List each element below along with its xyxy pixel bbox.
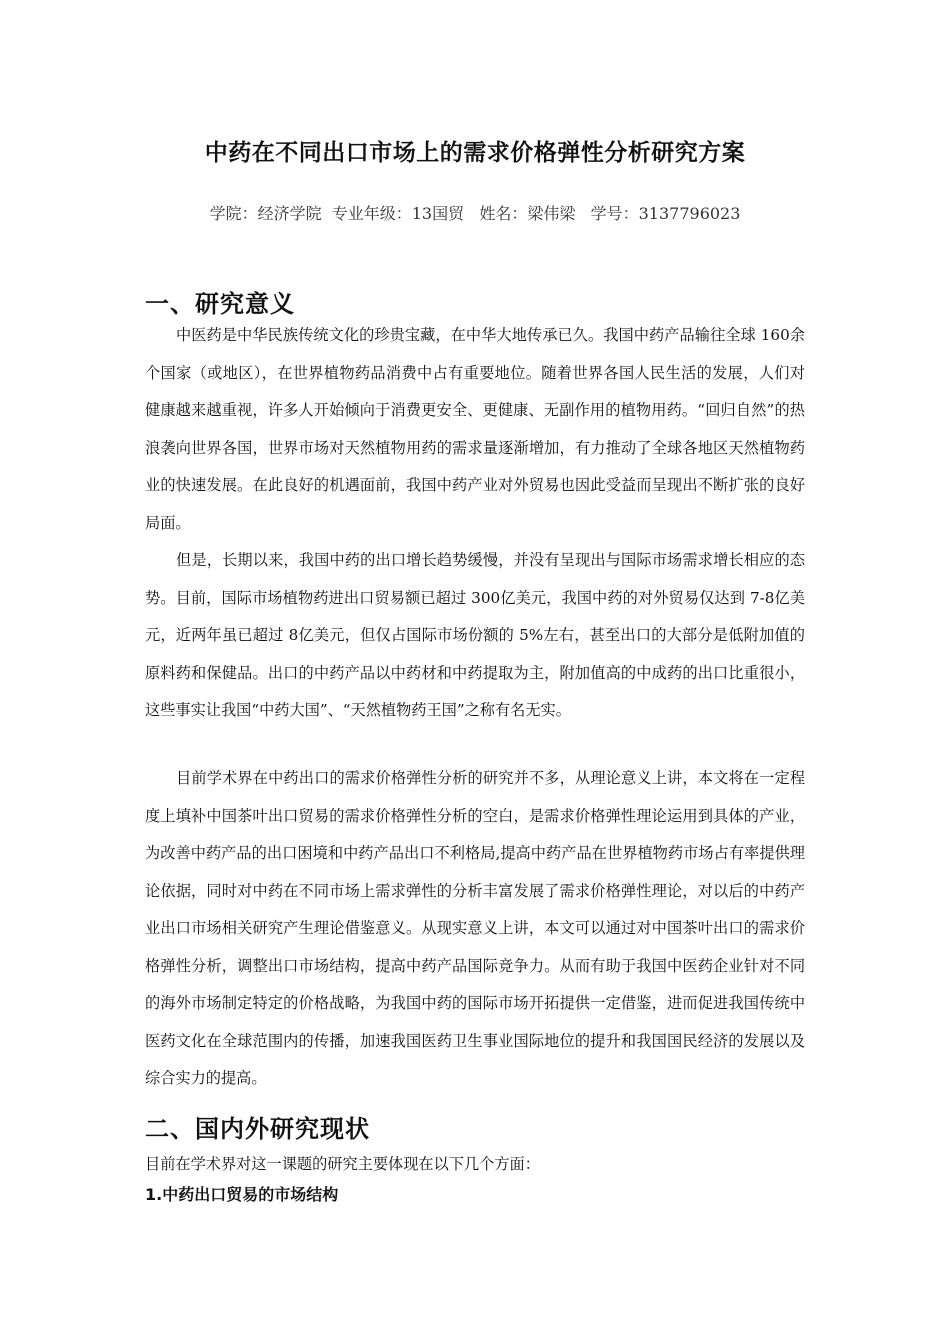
section-heading-research-status: 二、国内外研究现状 [145,1115,370,1143]
document-title: 中药在不同出口市场上的需求价格弹性分析研究方案 [204,140,746,166]
section-intro-text: 目前在学术界对这一课题的研究主要体现在以下几个方面： [145,1155,540,1173]
author-info-line: 学院：经济学院 专业年级：13国贸 姓名：梁伟梁 学号：3137796023 [209,204,741,223]
paragraph: 目前学术界在中药出口的需求价格弹性分析的研究并不多，从理论意义上讲，本文将在一定程度上填补中国茶叶出口贸易的需求价格弹性分析的空白，是需求价格弹性理论运用到具体的产业，为改善中药产品的出口困境和中药产品出口不利格局,提高中药产品在世界植物药市场占有率提供理论依据，同时对中药在不同市场上需求弹性的分析丰富发展了需求价格弹性理论，对以后的中药产业出口市场相关研究产生理论借鉴意义。从现实意义上讲，本文可以通过对中国茶叶出口的需求价格弹性分析，调整出口市场结构，提高中药产品国际竞争力。从而有助于我国中医药企业针对不同的海外市场制定特定的价格战略，为我国中药的国际市场开拓提供一定借鉴，进而促进我国传统中医药文化在全球范围内的传播，加速我国医药卫生事业国际地位的提升和我国国民经济的发展以及综合实力的提高。 [145,769,805,1087]
paragraph: 但是，长期以来，我国中药的出口增长趋势缓慢，并没有呈现出与国际市场需求增长相应的态势。目前，国际市场植物药进出口贸易额已超过 300亿美元，我国中药的对外贸易仅达到 7-8亿美元，近两年虽已超过 8亿美元，但仅占国际市场份额的 5%左右，甚至出口的大部分是低附加值的原料药和保健品。出口的中药产品以中药材和中药提取为主，附加值高的中成药的出口比重很小，这些事实让我国“中药大国”、“天然植物药王国”之称有名无实。 [145,551,805,719]
subsection-heading: 1.中药出口贸易的市场结构 [145,1185,339,1204]
paragraph: 中医药是中华民族传统文化的珍贵宝藏，在中华大地传承已久。我国中药产品输往全球 160余个国家（或地区），在世界植物药品消费中占有重要地位。随着世界各国人民生活的发展，人们对健康越来越重视，许多人开始倾向于消费更安全、更健康、无副作用的植物用药。“回归自然”的热浪袭向世界各国，世界市场对天然植物用药的需求量逐渐增加，有力推动了全球各地区天然植物药业的快速发展。在此良好的机遇面前，我国中药产业对外贸易也因此受益而呈现出不断扩张的良好局面。 [145,326,805,532]
section-heading-research-significance: 一、研究意义 [145,290,295,318]
